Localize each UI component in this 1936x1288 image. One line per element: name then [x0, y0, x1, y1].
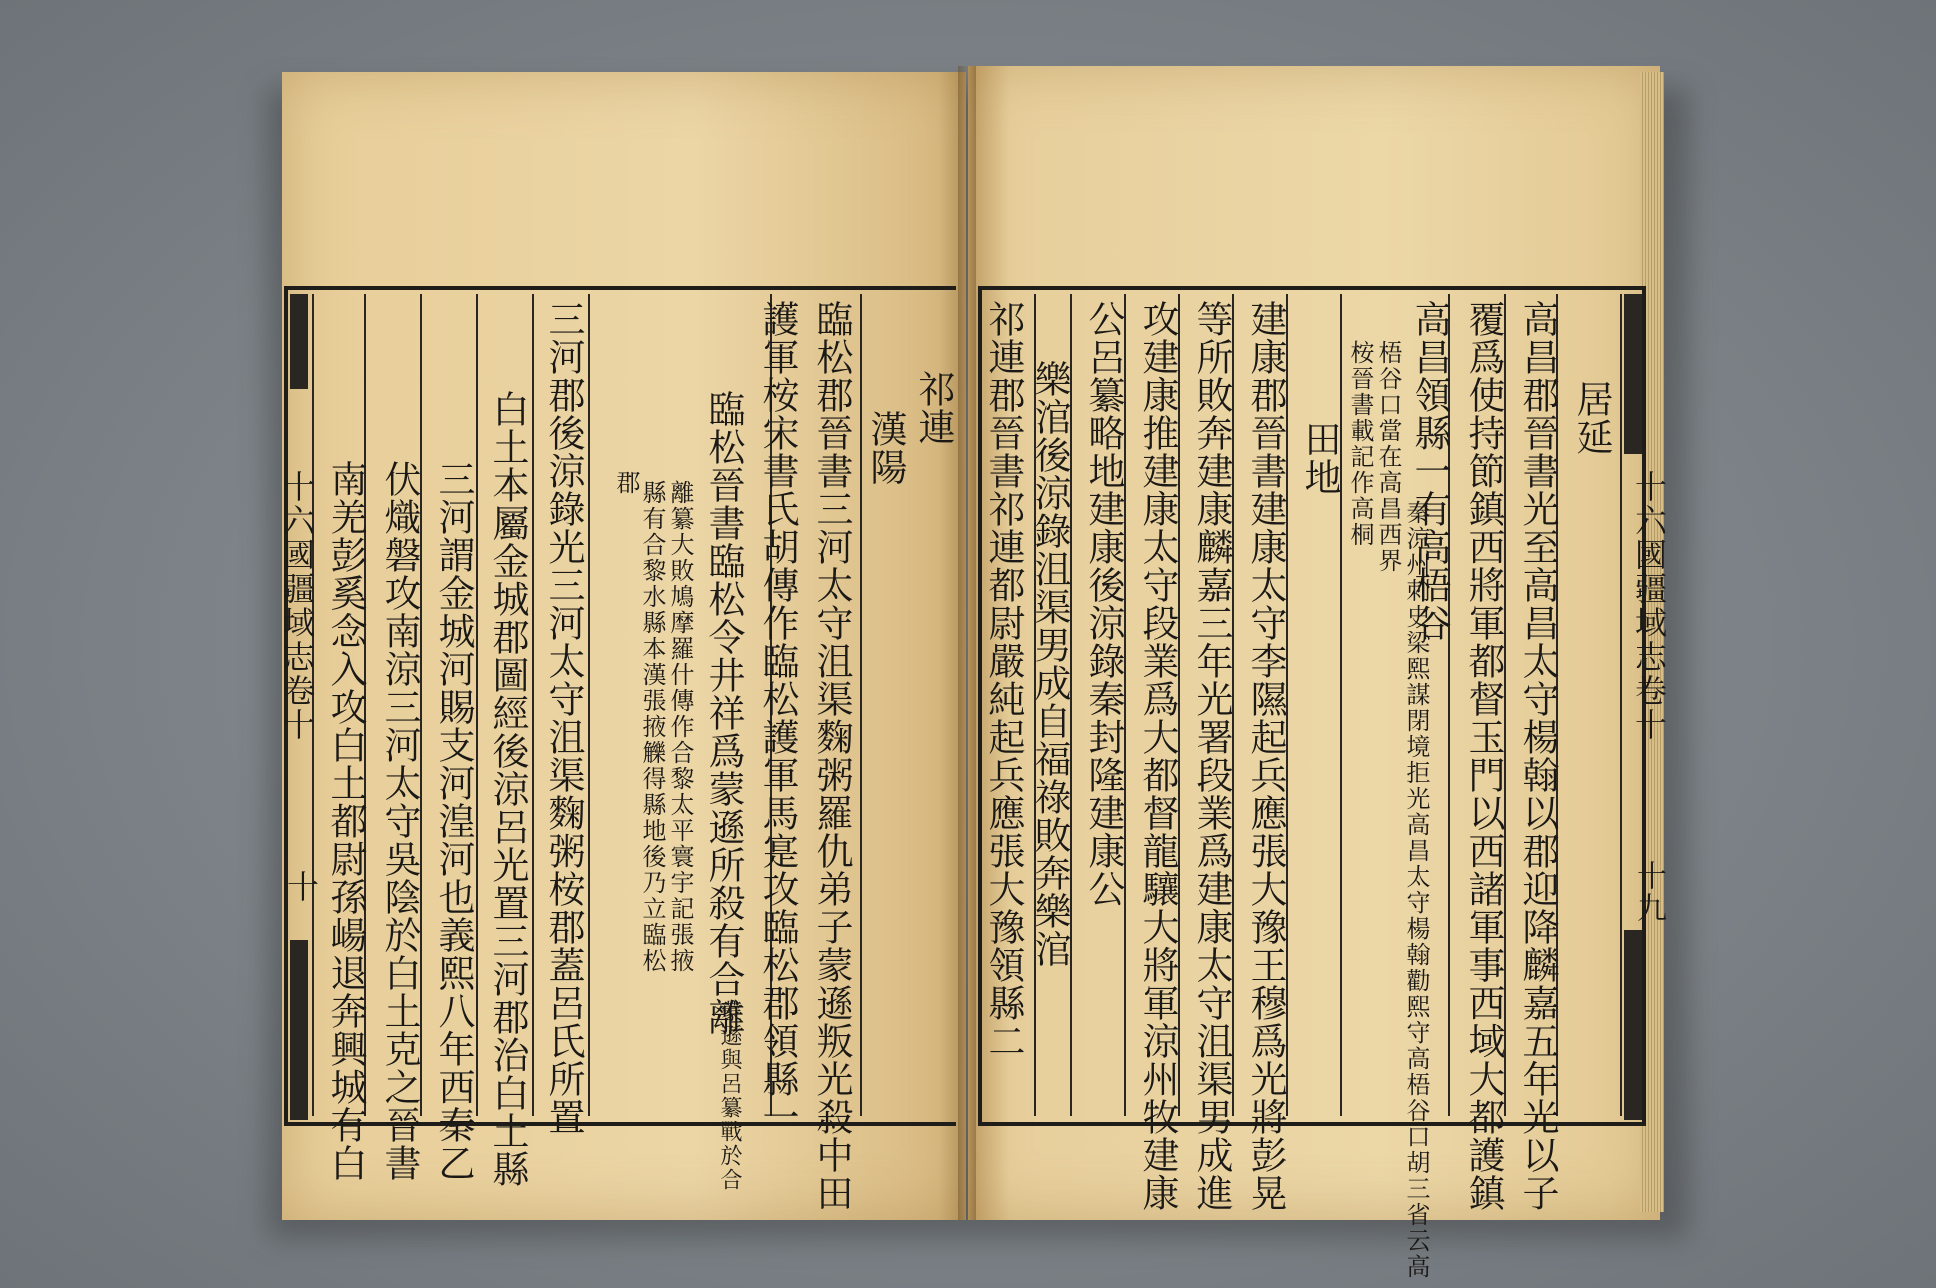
right-margin-page: 十九 [1631, 860, 1666, 924]
text-column: 臨松郡晉書三河太守沮渠麴粥羅仇弟子蒙遜叛光殺中田 [810, 300, 853, 1212]
text-column: 三河郡後涼錄光三河太守沮渠麴粥桉郡蓋呂氏所置 [542, 300, 585, 1136]
text-column: 樂涫後涼錄沮渠男成自福祿敗奔樂涫 [1028, 360, 1071, 968]
text-column: 居延 [1570, 380, 1613, 456]
text-column: 臨松晉書臨松令井祥爲蒙遜所殺有合離 [702, 390, 745, 1036]
right-margin-title: 十六國疆域志卷十 [1630, 470, 1668, 742]
text-column: 覆爲使持節鎮西將軍都督玉門以西諸軍事西域大都護鎮 [1462, 300, 1505, 1212]
text-column: 攻建康推建康太守段業爲大都督龍驤大將軍涼州牧建康 [1136, 300, 1179, 1212]
text-column: 祁連 [912, 370, 955, 446]
text-column: 建康郡晉書建康太守李隰起兵應張大豫王穆爲光將彭晃 [1244, 300, 1287, 1212]
text-column: 護軍桉宋書氏胡傳作臨松護軍馬寔攻臨松郡領縣一 [756, 300, 799, 1136]
right-center-rule [1620, 294, 1622, 1116]
text-column: 田地 [1298, 420, 1341, 496]
text-column: 公呂纂略地建康後涼錄秦封隆建康公 [1082, 300, 1125, 908]
text-column: 等所敗奔建康麟嘉三年光署段業爲建康太守沮渠男成進 [1190, 300, 1233, 1212]
annotation-note: 桉晉書載記作高桐 [1346, 340, 1374, 548]
right-column-rule [1340, 294, 1342, 1116]
left-fishtail-top [290, 294, 308, 389]
annotation-note: 離纂大敗鳩摩羅什傳作合黎太平寰宇記張掖 [666, 480, 694, 974]
left-column-rule [532, 294, 534, 1116]
text-column: 祁連郡晉書祁連都尉嚴純起兵應張大豫領縣二 [982, 300, 1025, 1060]
text-column: 南羌彭奚念入攻白土都尉孫崵退奔興城有白 [324, 460, 367, 1182]
book-gutter [958, 66, 976, 1220]
left-column-rule [476, 294, 478, 1116]
left-margin-title: 十六國疆域志卷十 [278, 470, 316, 742]
text-column: 三河謂金城河賜支河湟河也義熙八年西秦乙 [432, 460, 475, 1182]
text-column: 高昌郡晉書光至高昌太守楊翰以郡迎降麟嘉五年光以子 [1516, 300, 1559, 1212]
text-column: 漢陽 [864, 410, 907, 486]
annotation-note: 郡 [612, 470, 640, 496]
annotation-note: 梧谷口當在高昌西界 [1374, 340, 1402, 574]
text-column: 伏熾磐攻南涼三河太守吳陰於白土克之晉書 [378, 460, 421, 1182]
left-fishtail-bottom [290, 940, 308, 1120]
text-column: 高昌領縣一有高梧谷 [1408, 300, 1451, 642]
left-margin-page: 十 [282, 870, 320, 904]
annotation-note: 秦涼州刺史梁熙謀閉境拒光高昌太守楊翰勸熙守高梧谷口胡三省云高 [1402, 500, 1430, 1280]
right-fishtail-top [1624, 294, 1642, 454]
annotation-note: 蒙遜與呂纂戰於合 [717, 1000, 742, 1192]
annotation-note: 縣有合黎水縣本漢張掖觻得縣地後乃立臨松 [638, 480, 666, 974]
text-column: 白土本屬金城郡圖經後涼呂光置三河郡治白土縣 [486, 390, 529, 1188]
left-column-rule [588, 294, 590, 1116]
right-fishtail-bottom [1624, 930, 1642, 1120]
